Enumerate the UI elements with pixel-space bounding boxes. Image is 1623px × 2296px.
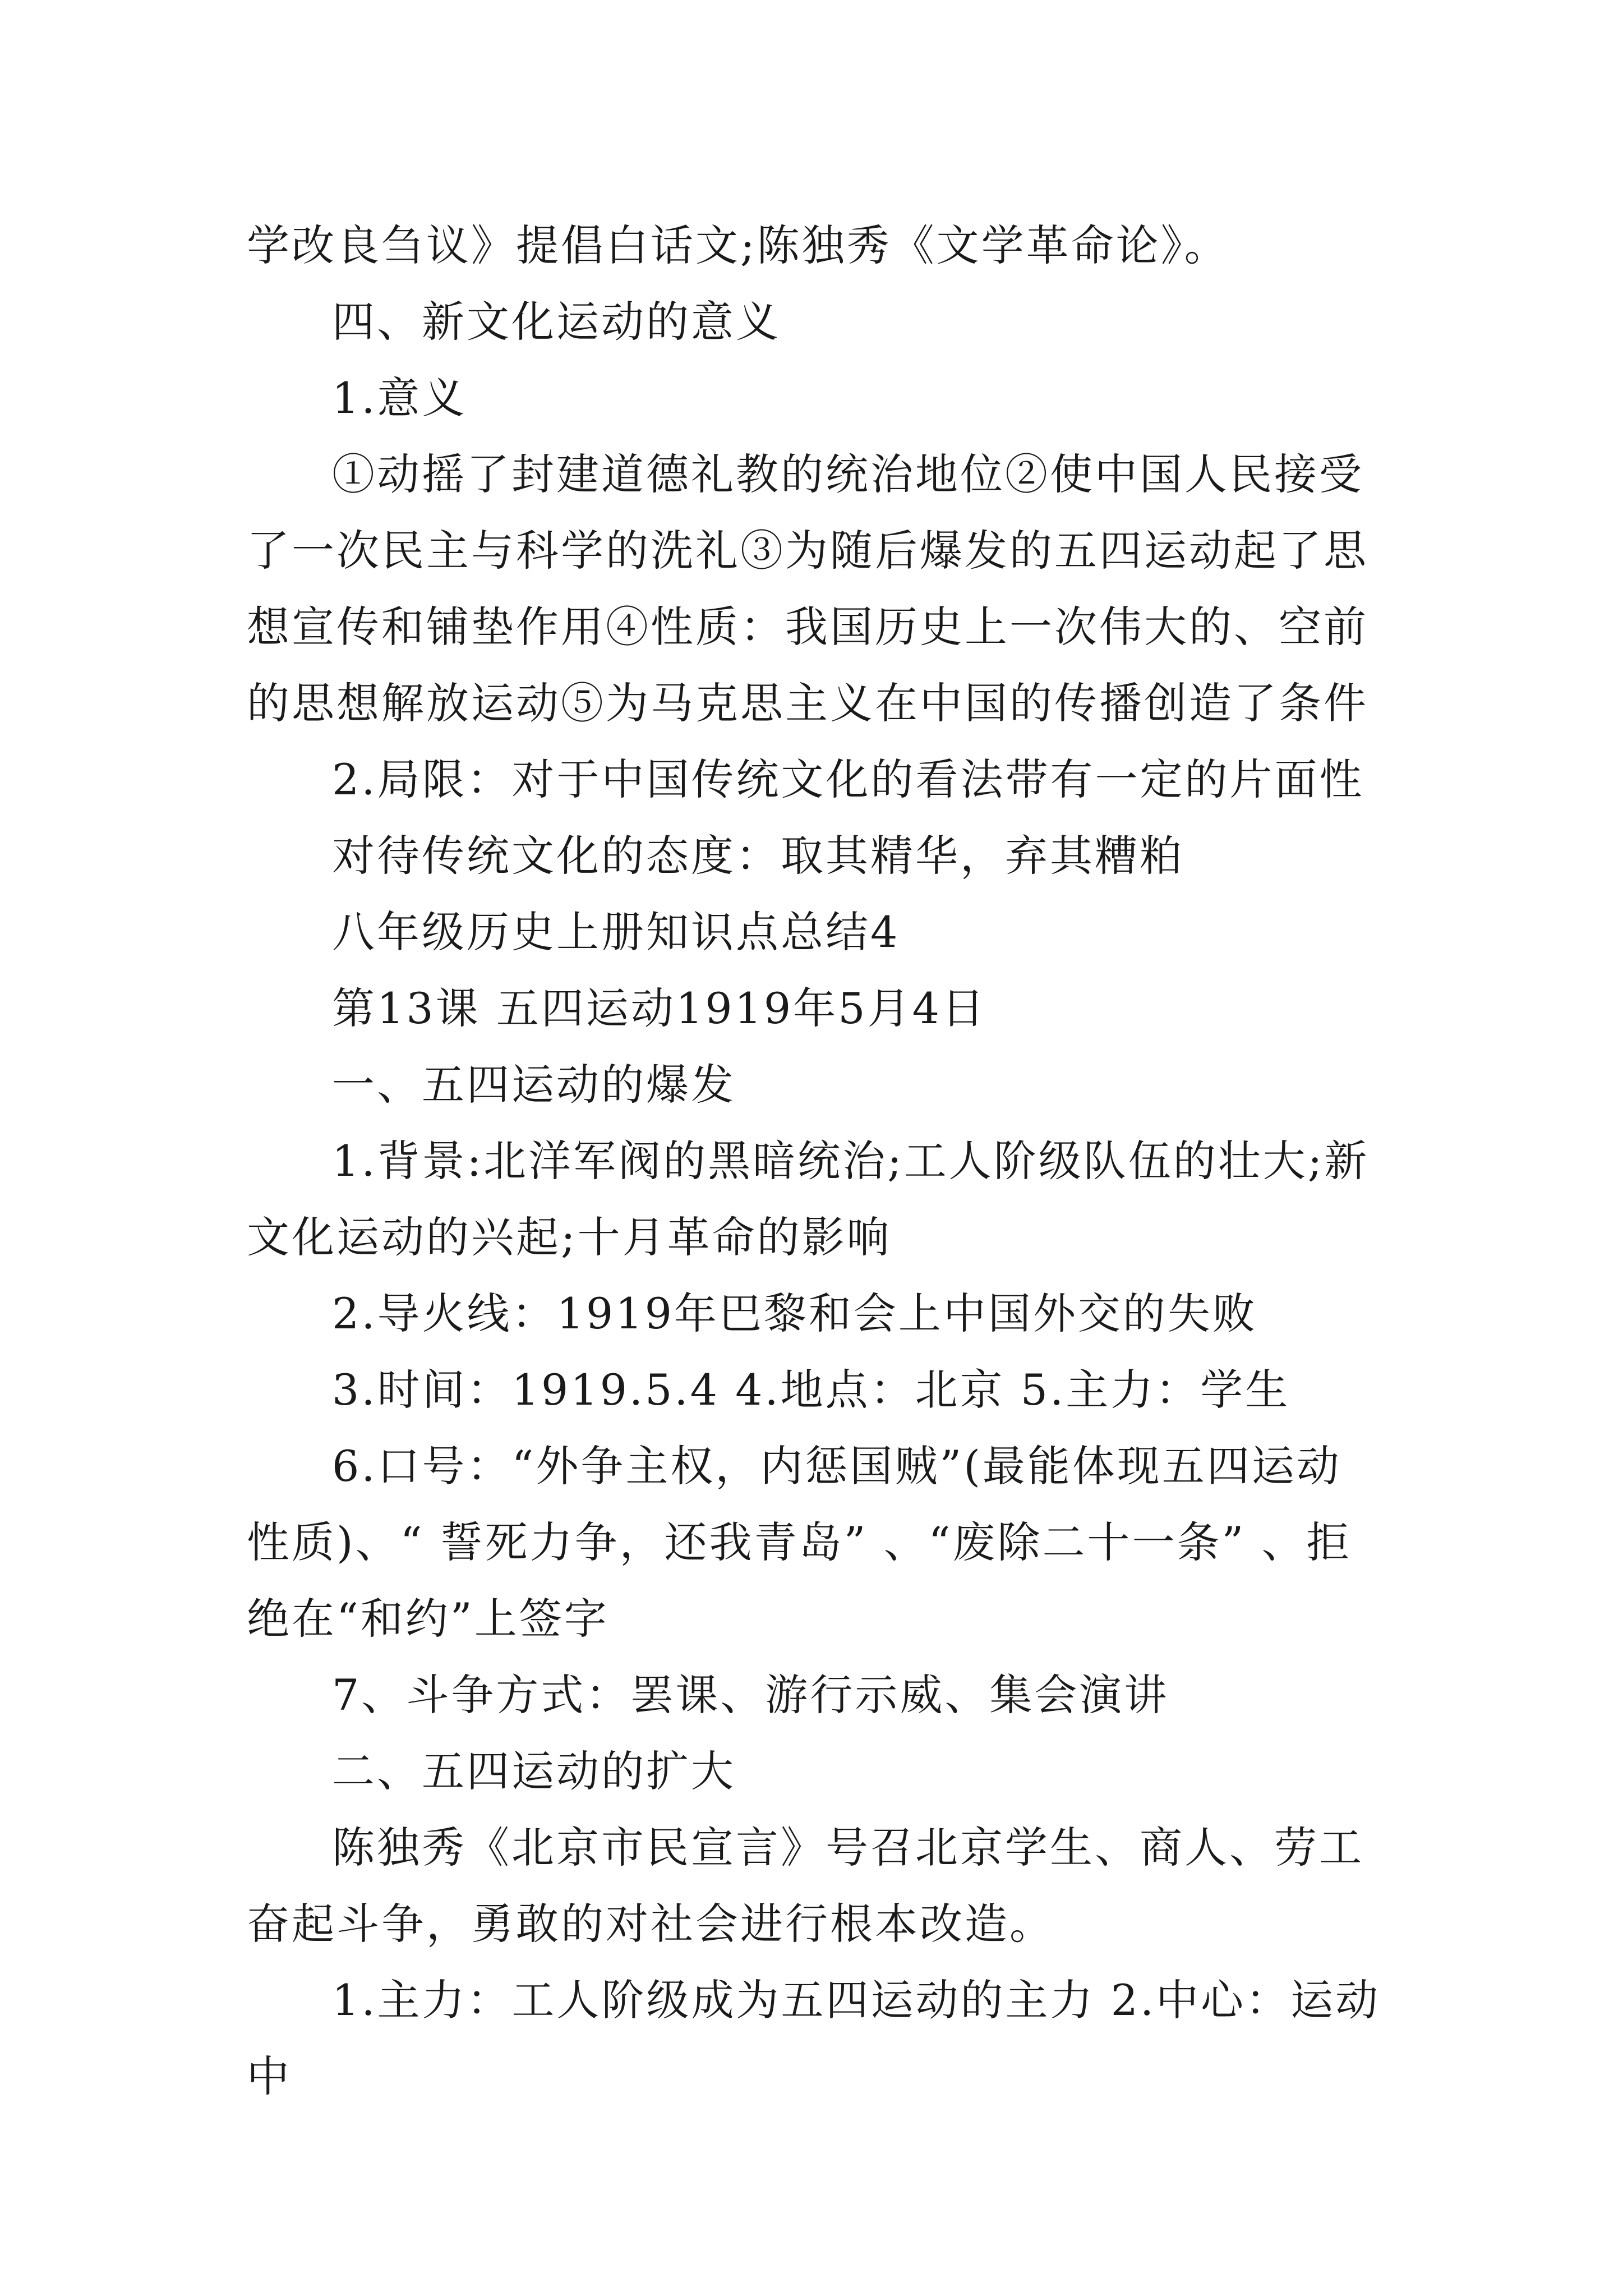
summary-title: 八年级历史上册知识点总结4 [332,907,900,957]
paragraph-attitude: 对待传统文化的态度：取其精华，弃其糟粕 [332,831,1184,881]
paragraph-trigger: 2.导火线：1919年巴黎和会上中国外交的失败 [332,1289,1257,1338]
section-heading-expansion: 二、五四运动的扩大 [332,1746,736,1796]
section-heading-significance: 四、新文化运动的意义 [332,297,781,347]
paragraph-background: 1.背景:北洋军阀的黑暗统治;工人阶级队伍的壮大;新文化运动的兴起;十月革命的影响 [247,1136,1370,1262]
paragraph-main-force: 1.主力：工人阶级成为五四运动的主力 2.中心：运动中 [247,1975,1381,2101]
document-body [247,208,1385,2115]
paragraph-slogans: 6.口号：“外争主权，内惩国贼”(最能体现五四运动性质)、“ 誓死力争，还我青岛” 、“废除二十一条” 、拒绝在“和约”上签字 [247,1441,1352,1644]
lesson-title: 第13课 五四运动1919年5月4日 [332,983,986,1033]
paragraph-1: 学改良刍议》提倡白话文;陈独秀《文学革命论》。 [247,220,1229,270]
paragraph-declaration: 陈独秀《北京市民宣言》号召北京学生、商人、劳工奋起斗争，勇敢的对社会进行根本改造。 [247,1823,1364,1949]
paragraph-struggle-methods: 7、斗争方式：罢课、游行示威、集会演讲 [332,1670,1169,1720]
paragraph-meaning-points: ①动摇了封建道德礼教的统治地位②使中国人民接受了一次民主与科学的洗礼③为随后爆发的五四运动起了思想宣传和铺垫作用④性质：我国历史上一次伟大的、空前的思想解放运动⑤为马克思主义在中国的传播创造了条件 [247,449,1368,728]
paragraph-limitation: 2.局限：对于中国传统文化的看法带有一定的片面性 [332,754,1364,804]
section-heading-outbreak: 一、五四运动的爆发 [332,1060,736,1110]
paragraph-time-place: 3.时间：1919.5.4 4.地点：北京 5.主力：学生 [332,1365,1290,1415]
subheading-meaning: 1.意义 [332,373,467,423]
